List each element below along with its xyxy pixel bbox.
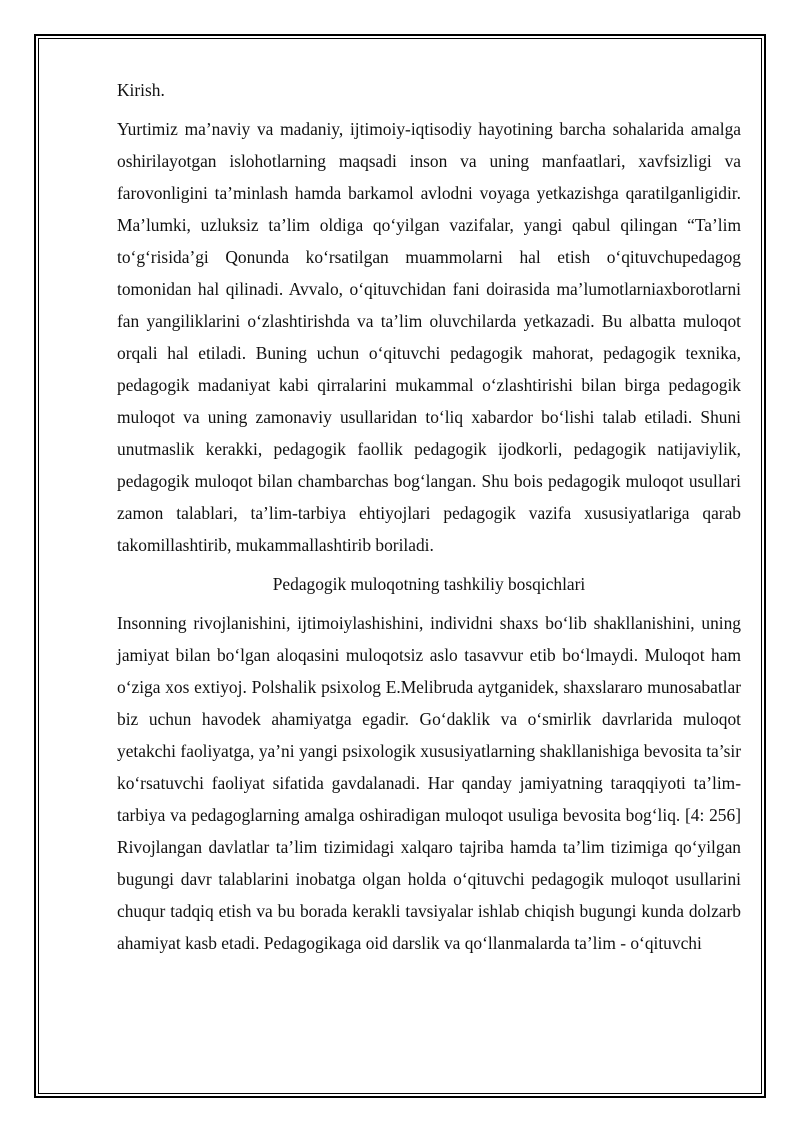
paragraph-section: Insonning rivojlanishini, ijtimoiylashishini, individni shaxs bo‘lib shakllanishini, uning jamiyat bilan bo‘lgan aloqasini muloqotsiz aslo tasavvur etib bo‘lmaydi. Muloqot ham o‘ziga xos extiyoj. Polshalik psixolog E.Melibruda aytganidek, shaxslararo munosabatlar biz uchun havodek ahamiyatga egadir. Go‘daklik va o‘smirlik davrlarida muloqot yetakchi faoliyatga, ya’ni yangi psixologik xususiyatlarning shakllanishiga bevosita ta’sir ko‘rsatuvchi faoliyat sifatida gavdalanadi. Har qanday jamiyatning taraqqiyoti ta’lim-tarbiya va pedagoglarning amalga oshiradigan muloqot usuliga bevosita bog‘liq. [4: 256] Rivojlangan davlatlar ta’lim tizimidagi xalqaro tajriba hamda ta’lim tizimiga qo‘yilgan bugungi davr talablarini inobatga olgan holda o‘qituvchi pedagogik muloqot usullarini chuqur tadqiq etish va bu borada kerakli tavsiyalar ishlab chiqish bugungi kunda dolzarb ahamiyat kasb etadi. Pedagogikaga oid darslik va qo‘llanmalarda ta’lim - o‘qituvchi [117, 613, 741, 953]
document-body [117, 74, 741, 966]
paragraph-intro: Yurtimiz ma’naviy va madaniy, ijtimoiy-iqtisodiy hayotining barcha sohalarida amalga oshirilayotgan islohotlarning maqsadi inson va uning manfaatlari, xavfsizligi va farovonligini ta’minlash hamda barkamol avlodni voyaga yetkazishga qaratilganligidir. Ma’lumki, uzluksiz ta’lim oldiga qo‘yilgan vazifalar, yangi qabul qilingan “Ta’lim to‘g‘risida’gi Qonunda ko‘rsatilgan muammolarni hal etish o‘qituvchupedagog tomonidan hal qilinadi. Avvalo, o‘qituvchidan fani doirasida ma’lumotlarniaxborotlarni fan yangiliklarini o‘zlashtirishda va ta’lim oluvchilarda yetkazadi. Bu albatta muloqot orqali hal etiladi. Buning uchun o‘qituvchi pedagogik mahorat, pedagogik texnika, pedagogik madaniyat kabi qirralarini mukammal o‘zlashtirishi bilan birga pedagogik muloqot va uning zamonaviy usullaridan to‘liq xabardor bo‘lishi talab etiladi. Shuni unutmaslik kerakki, pedagogik faollik pedagogik ijodkorli, pedagogik natijaviylik, pedagogik muloqot bilan chambarchas bog‘langan. Shu bois pedagogik muloqot usullari zamon talablari, ta’lim-tarbiya ehtiyojlari pedagogik vazifa xususiyatlariga qarab takomillashtirib, mukammallashtirib boriladi. [117, 119, 741, 555]
section-title: Pedagogik muloqotning tashkiliy bosqichlari [272, 574, 586, 594]
intro-heading: Kirish. [117, 80, 165, 100]
